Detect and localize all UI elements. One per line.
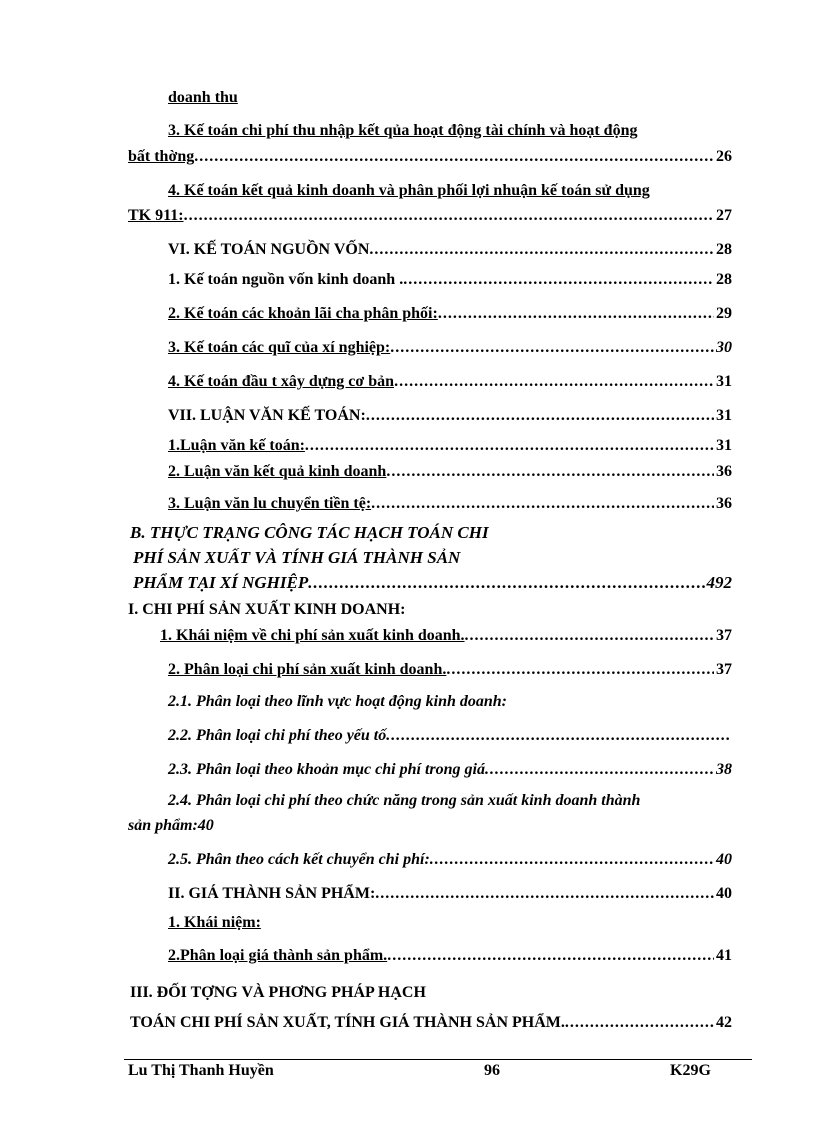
footer-page-number: 96 [484, 1062, 500, 1079]
toc-entry: 4. Kế toán đầu t xây dựng cơ bản ..... 31 [168, 372, 732, 392]
toc-line: sản phẩm:40 [128, 817, 214, 834]
toc-line: doanh thu [168, 89, 238, 106]
footer-rule [124, 1059, 752, 1060]
toc-line: 2.1. Phân loại theo lĩnh vực hoạt động kinh doanh: [168, 693, 507, 710]
toc-line: 1. Khái niệm: [168, 914, 261, 931]
toc-line: 2.4. Phân loại chi phí theo chức năng trong sản xuất kinh doanh thành [168, 792, 641, 809]
toc-entry: PHẨM TẠI XÍ NGHIỆP ..... 492 [133, 573, 732, 593]
toc-entry: bất thờng ..... 26 [128, 147, 732, 167]
toc-entry: 2. Luận văn kết quả kinh doanh ..... 36 [168, 462, 732, 482]
toc-entry: 2.5. Phân theo cách kết chuyển chi phí: ..... 40 [168, 850, 732, 870]
toc-entry: 1. Kế toán nguồn vốn kinh doanh . ..... 28 [168, 270, 732, 290]
footer-author: Lu Thị Thanh Huyền [128, 1062, 274, 1079]
toc-entry: VII. LUẬN VĂN KẾ TOÁN: ..... 31 [168, 406, 732, 426]
section-heading: I. CHI PHÍ SẢN XUẤT KINH DOANH: [128, 601, 406, 618]
toc-entry: 1. Khái niệm về chi phí sản xuất kinh doanh. ..... 37 [160, 626, 732, 646]
section-heading: PHÍ SẢN XUẤT VÀ TÍNH GIÁ THÀNH SẢN [133, 548, 461, 567]
toc-line: 3. Kế toán chi phí thu nhập kết qủa hoạt động tài chính và hoạt động [168, 122, 638, 139]
toc-line: 4. Kế toán kết quả kinh doanh và phân phối lợi nhuận kế toán sử dụng [168, 182, 650, 199]
section-heading: III. ĐỐI TỢNG VÀ PHƠNG PHÁP HẠCH [130, 984, 426, 1001]
toc-entry: 2.2. Phân loại chi phí theo yếu tố ..... [168, 726, 732, 746]
toc-entry: VI. KẾ TOÁN NGUỒN VỐN ..... 28 [168, 240, 732, 260]
toc-entry: TK 911: ..... 27 [128, 206, 732, 226]
toc-entry: 2.3. Phân loại theo khoản mục chi phí trong giá ..... 38 [168, 760, 732, 780]
toc-entry: II. GIÁ THÀNH SẢN PHẨM: ..... 40 [168, 884, 732, 904]
toc-entry: 2. Kế toán các khoản lãi cha phân phối: ..... 29 [168, 304, 732, 324]
toc-entry: 3. Kế toán các quĩ của xí nghiệp: ..... 30 [168, 338, 732, 358]
toc-entry: 1.Luận văn kế toán: ..... 31 [168, 436, 732, 456]
toc-entry: 2.Phân loại giá thành sản phẩm. ..... 41 [168, 946, 732, 966]
toc-entry: 2. Phân loại chi phí sản xuất kinh doanh. ..... 37 [168, 660, 732, 680]
footer-class-code: K29G [670, 1062, 711, 1079]
toc-entry: 3. Luận văn lu chuyển tiền tệ: ..... 36 [168, 494, 732, 514]
section-heading: B. THỰC TRẠNG CÔNG TÁC HẠCH TOÁN CHI [130, 523, 489, 542]
toc-entry: TOÁN CHI PHÍ SẢN XUẤT, TÍNH GIÁ THÀNH SẢN PHẨM. ..... 42 [130, 1013, 732, 1033]
